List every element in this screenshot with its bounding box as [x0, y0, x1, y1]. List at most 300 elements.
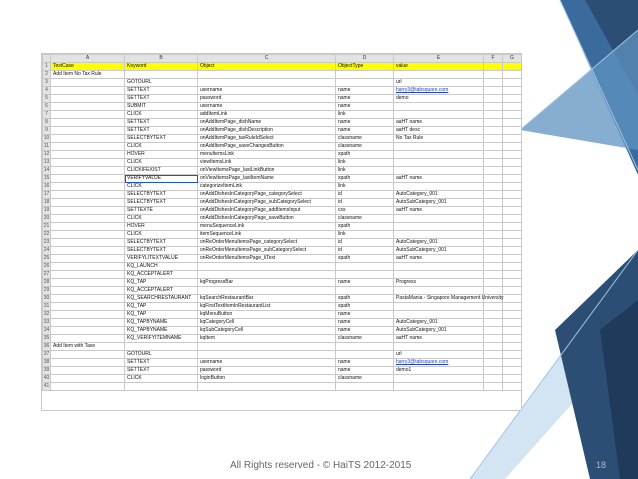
table-cell[interactable]: [51, 215, 125, 223]
table-cell[interactable]: [51, 207, 125, 215]
table-cell[interactable]: aaHT name: [394, 335, 484, 343]
table-cell[interactable]: [484, 279, 503, 287]
table-cell[interactable]: xpath: [336, 303, 394, 311]
table-cell[interactable]: HOVER: [125, 223, 198, 231]
table-cell[interactable]: GOTOURL: [125, 79, 198, 87]
row-number[interactable]: 12: [43, 151, 50, 157]
table-cell[interactable]: VERIFYLITEXTVALUE: [125, 255, 198, 263]
table-cell[interactable]: [503, 239, 522, 247]
table-cell[interactable]: [394, 383, 484, 391]
row-number[interactable]: 36: [43, 343, 50, 349]
table-cell[interactable]: url: [394, 79, 484, 87]
row-number[interactable]: 15: [43, 175, 50, 181]
table-cell[interactable]: [503, 295, 522, 303]
table-cell[interactable]: [198, 351, 336, 359]
table-cell[interactable]: [336, 263, 394, 271]
table-cell[interactable]: [51, 159, 125, 167]
table-cell[interactable]: onViewItemsPage_lastLinkButton: [198, 167, 336, 175]
table-cell[interactable]: [51, 351, 125, 359]
table-cell[interactable]: KQ_SEARCHRESTAURANT: [125, 295, 198, 303]
row-number[interactable]: 2: [43, 71, 51, 79]
table-cell[interactable]: [484, 151, 503, 159]
table-cell[interactable]: [503, 183, 522, 191]
table-cell[interactable]: [198, 383, 336, 391]
table-cell[interactable]: [503, 287, 522, 295]
table-cell[interactable]: [51, 79, 125, 87]
corner-cell[interactable]: [43, 55, 51, 63]
table-cell[interactable]: [503, 135, 522, 143]
table-cell[interactable]: [51, 223, 125, 231]
row-number[interactable]: 22: [43, 231, 50, 237]
table-cell[interactable]: [51, 103, 125, 111]
row-number[interactable]: 6: [43, 103, 51, 111]
table-cell[interactable]: [51, 95, 125, 103]
column-header[interactable]: D: [336, 55, 394, 63]
table-cell[interactable]: [503, 103, 522, 111]
table-cell[interactable]: [51, 263, 125, 271]
table-cell[interactable]: [336, 71, 394, 79]
table-cell[interactable]: onReOrderMenuItemsPage_subCategorySelect: [198, 247, 336, 255]
row-number[interactable]: 1: [43, 63, 51, 71]
table-cell[interactable]: xpath: [336, 175, 394, 183]
row-number[interactable]: 33: [43, 319, 50, 325]
table-cell[interactable]: url: [394, 351, 484, 359]
table-cell[interactable]: [51, 87, 125, 95]
table-cell[interactable]: name: [336, 311, 394, 319]
table-cell[interactable]: [51, 367, 125, 375]
table-cell[interactable]: [51, 247, 125, 255]
row-number[interactable]: 38: [43, 359, 50, 365]
row-number[interactable]: 29: [43, 287, 50, 293]
table-cell[interactable]: [503, 127, 522, 135]
table-cell[interactable]: onReOrderMenuItemsPage_liText: [198, 255, 336, 263]
table-cell[interactable]: [51, 303, 125, 311]
table-cell[interactable]: menuItemsLink: [198, 151, 336, 159]
table-cell[interactable]: [503, 223, 522, 231]
table-cell[interactable]: [484, 239, 503, 247]
table-cell[interactable]: [51, 319, 125, 327]
table-cell[interactable]: [394, 231, 484, 239]
table-cell[interactable]: [503, 359, 522, 367]
table-cell[interactable]: AutoSubCategory_001: [394, 247, 484, 255]
table-cell[interactable]: [51, 135, 125, 143]
row-number[interactable]: 17: [43, 191, 50, 197]
table-cell[interactable]: KQ_ACCEPTALERT: [125, 287, 198, 295]
row-number[interactable]: 37: [43, 351, 50, 357]
table-cell[interactable]: [51, 287, 125, 295]
row-number[interactable]: 35: [43, 335, 50, 341]
row-number[interactable]: 20: [43, 215, 50, 221]
table-cell[interactable]: [336, 343, 394, 351]
table-cell[interactable]: name: [336, 95, 394, 103]
column-header[interactable]: B: [125, 55, 198, 63]
table-cell[interactable]: [484, 255, 503, 263]
table-cell[interactable]: onAddItemPage_taxRuleIdSelect: [198, 135, 336, 143]
table-cell[interactable]: [484, 287, 503, 295]
table-cell[interactable]: [51, 175, 125, 183]
table-cell[interactable]: password: [198, 95, 336, 103]
table-cell[interactable]: [484, 79, 503, 87]
table-cell[interactable]: [51, 255, 125, 263]
table-cell[interactable]: [503, 383, 522, 391]
header-cell-value[interactable]: value: [394, 63, 484, 71]
table-cell[interactable]: CLICKIFEXIST: [125, 167, 198, 175]
table-cell[interactable]: SETTEXT: [125, 359, 198, 367]
table-cell[interactable]: [503, 375, 522, 383]
table-cell[interactable]: onReOrderMenuItemsPage_categorySelect: [198, 239, 336, 247]
table-cell[interactable]: [503, 319, 522, 327]
table-cell[interactable]: [484, 359, 503, 367]
table-cell[interactable]: [484, 247, 503, 255]
table-cell[interactable]: GOTOURL: [125, 351, 198, 359]
row-number[interactable]: 14: [43, 167, 50, 173]
table-cell[interactable]: id: [336, 199, 394, 207]
table-cell[interactable]: name: [336, 119, 394, 127]
table-cell[interactable]: [484, 191, 503, 199]
row-number[interactable]: 23: [43, 239, 50, 245]
table-cell[interactable]: [484, 383, 503, 391]
table-cell[interactable]: name: [336, 127, 394, 135]
table-cell[interactable]: viewItemsLink: [198, 159, 336, 167]
table-cell[interactable]: [394, 143, 484, 151]
row-number[interactable]: 40: [43, 375, 50, 381]
table-cell[interactable]: SETTEXT: [125, 87, 198, 95]
table-cell[interactable]: [503, 351, 522, 359]
table-cell[interactable]: [336, 351, 394, 359]
table-cell[interactable]: [484, 119, 503, 127]
table-cell[interactable]: aaHT name: [394, 175, 484, 183]
table-cell[interactable]: AutoCategory_001: [394, 239, 484, 247]
table-cell[interactable]: demo: [394, 95, 484, 103]
table-cell[interactable]: [484, 223, 503, 231]
table-cell[interactable]: [336, 287, 394, 295]
table-cell[interactable]: [125, 383, 198, 391]
table-cell[interactable]: aaHT desc: [394, 127, 484, 135]
table-cell[interactable]: [484, 87, 503, 95]
table-cell[interactable]: [51, 279, 125, 287]
table-cell[interactable]: id: [336, 239, 394, 247]
table-cell[interactable]: itemSequenceLink: [198, 231, 336, 239]
column-header[interactable]: C: [198, 55, 336, 63]
table-cell[interactable]: loginButton: [198, 375, 336, 383]
table-cell[interactable]: [503, 95, 522, 103]
table-cell[interactable]: onAddDishesInCategoryPage_subCategorySelect: [198, 199, 336, 207]
header-cell-g[interactable]: [503, 63, 522, 71]
row-number[interactable]: 34: [43, 327, 50, 333]
table-cell[interactable]: [484, 351, 503, 359]
table-cell[interactable]: onAddItemPage_dishName: [198, 119, 336, 127]
table-cell[interactable]: [198, 287, 336, 295]
table-cell[interactable]: xpath: [336, 295, 394, 303]
row-number[interactable]: 16: [43, 183, 50, 189]
table-cell[interactable]: [394, 223, 484, 231]
table-cell[interactable]: KQ_TAPBYNAME: [125, 319, 198, 327]
table-cell[interactable]: [484, 231, 503, 239]
row-number[interactable]: 3: [43, 79, 51, 87]
table-cell[interactable]: [484, 95, 503, 103]
table-cell[interactable]: [484, 375, 503, 383]
table-cell[interactable]: [198, 79, 336, 87]
row-number[interactable]: 5: [43, 95, 51, 103]
table-cell[interactable]: SETTEXT: [125, 367, 198, 375]
table-cell[interactable]: kqProgressBar: [198, 279, 336, 287]
table-cell[interactable]: [198, 263, 336, 271]
table-cell[interactable]: [394, 167, 484, 175]
table-cell[interactable]: KQ_TAP: [125, 303, 198, 311]
table-cell[interactable]: kqCategoryCell: [198, 319, 336, 327]
table-cell[interactable]: [484, 111, 503, 119]
table-cell[interactable]: [503, 119, 522, 127]
table-cell[interactable]: SETTEXT: [125, 119, 198, 127]
table-cell[interactable]: [484, 127, 503, 135]
table-cell[interactable]: categorizeItemLink: [198, 183, 336, 191]
table-cell[interactable]: [503, 255, 522, 263]
table-cell[interactable]: aaHT name: [394, 255, 484, 263]
table-cell[interactable]: [503, 279, 522, 287]
table-cell[interactable]: KQ_LAUNCH: [125, 263, 198, 271]
table-cell[interactable]: [394, 271, 484, 279]
row-number[interactable]: 21: [43, 223, 50, 229]
table-cell[interactable]: [394, 111, 484, 119]
row-number[interactable]: 39: [43, 367, 50, 373]
table-cell[interactable]: kqFirstTextItemInRestaurantList: [198, 303, 336, 311]
table-cell[interactable]: [484, 215, 503, 223]
row-number[interactable]: 4: [43, 87, 51, 95]
row-number[interactable]: 32: [43, 311, 50, 317]
table-cell[interactable]: HOVER: [125, 151, 198, 159]
table-cell[interactable]: [503, 167, 522, 175]
table-cell[interactable]: username: [198, 103, 336, 111]
row-number[interactable]: 9: [43, 127, 51, 135]
table-cell[interactable]: [394, 263, 484, 271]
table-cell[interactable]: SETTEXTE: [125, 207, 198, 215]
table-cell[interactable]: KQ_TAPBYNAME: [125, 327, 198, 335]
table-cell[interactable]: [51, 127, 125, 135]
table-cell[interactable]: [503, 311, 522, 319]
table-cell[interactable]: Add Item with Taxe: [51, 343, 125, 351]
table-cell[interactable]: [125, 71, 198, 79]
table-cell[interactable]: demo1: [394, 367, 484, 375]
table-cell[interactable]: [394, 215, 484, 223]
table-cell[interactable]: AutoCategory_001: [394, 319, 484, 327]
row-number[interactable]: 18: [43, 199, 50, 205]
table-cell[interactable]: link: [336, 159, 394, 167]
table-cell[interactable]: [484, 175, 503, 183]
table-cell[interactable]: xpath: [336, 223, 394, 231]
table-cell[interactable]: [503, 159, 522, 167]
table-cell[interactable]: link: [336, 183, 394, 191]
table-cell[interactable]: [503, 335, 522, 343]
row-number[interactable]: 7: [43, 111, 51, 119]
table-cell[interactable]: [336, 79, 394, 87]
table-cell[interactable]: [503, 79, 522, 87]
table-cell[interactable]: [484, 143, 503, 151]
table-cell[interactable]: [484, 303, 503, 311]
table-cell[interactable]: menuSequenceLink: [198, 223, 336, 231]
table-cell[interactable]: [503, 175, 522, 183]
column-header[interactable]: A: [51, 55, 125, 63]
table-cell[interactable]: [51, 119, 125, 127]
table-cell[interactable]: [394, 159, 484, 167]
table-cell[interactable]: [503, 207, 522, 215]
table-cell[interactable]: [503, 263, 522, 271]
table-cell[interactable]: SELECTBYTEXT: [125, 247, 198, 255]
table-cell[interactable]: KQ_TAP: [125, 279, 198, 287]
table-cell[interactable]: [51, 167, 125, 175]
table-cell[interactable]: username: [198, 359, 336, 367]
table-cell[interactable]: link: [336, 111, 394, 119]
table-cell[interactable]: onAddItemPage_saveChangesButton: [198, 143, 336, 151]
table-cell[interactable]: [51, 271, 125, 279]
row-number[interactable]: 30: [43, 295, 50, 301]
table-cell[interactable]: [484, 311, 503, 319]
table-cell[interactable]: CLICK: [125, 215, 198, 223]
header-cell-f[interactable]: [484, 63, 503, 71]
table-cell[interactable]: id: [336, 247, 394, 255]
table-cell[interactable]: [484, 71, 503, 79]
header-cell-object[interactable]: Object: [198, 63, 336, 71]
table-cell[interactable]: name: [336, 279, 394, 287]
table-cell[interactable]: id: [336, 191, 394, 199]
table-cell[interactable]: [484, 207, 503, 215]
table-cell[interactable]: harry3@tabsquare.com: [394, 359, 484, 367]
table-cell[interactable]: [394, 103, 484, 111]
column-header[interactable]: G: [503, 55, 522, 63]
table-cell[interactable]: kqMenuButton: [198, 311, 336, 319]
table-cell[interactable]: [503, 215, 522, 223]
table-cell[interactable]: name: [336, 87, 394, 95]
header-cell-testcase[interactable]: TestCase: [51, 63, 125, 71]
table-cell[interactable]: [394, 311, 484, 319]
row-number[interactable]: 13: [43, 159, 50, 165]
table-cell[interactable]: [394, 375, 484, 383]
table-cell[interactable]: CLICK: [125, 183, 198, 191]
table-cell[interactable]: [484, 183, 503, 191]
table-cell[interactable]: [394, 183, 484, 191]
table-cell[interactable]: [51, 327, 125, 335]
table-cell[interactable]: [484, 367, 503, 375]
table-cell[interactable]: [503, 151, 522, 159]
table-cell[interactable]: [51, 295, 125, 303]
table-cell[interactable]: [51, 143, 125, 151]
table-cell[interactable]: SETTEXT: [125, 95, 198, 103]
table-cell[interactable]: classname: [336, 215, 394, 223]
row-number[interactable]: 8: [43, 119, 51, 127]
table-cell[interactable]: [503, 271, 522, 279]
table-cell[interactable]: [484, 263, 503, 271]
table-cell[interactable]: CLICK: [125, 159, 198, 167]
table-cell[interactable]: KQ_TAP: [125, 311, 198, 319]
table-cell[interactable]: [503, 111, 522, 119]
table-cell[interactable]: [503, 367, 522, 375]
table-cell[interactable]: [503, 327, 522, 335]
table-cell[interactable]: [394, 287, 484, 295]
table-cell[interactable]: [503, 87, 522, 95]
table-cell[interactable]: [503, 71, 522, 79]
table-cell[interactable]: [503, 231, 522, 239]
table-cell[interactable]: AutoSubCategory_001: [394, 199, 484, 207]
table-cell[interactable]: SELECTBYTEXT: [125, 199, 198, 207]
table-cell[interactable]: [51, 111, 125, 119]
table-cell[interactable]: [394, 303, 484, 311]
table-cell[interactable]: [394, 71, 484, 79]
table-cell[interactable]: name: [336, 359, 394, 367]
table-cell[interactable]: name: [336, 319, 394, 327]
table-cell[interactable]: [503, 199, 522, 207]
table-cell[interactable]: [484, 103, 503, 111]
table-cell[interactable]: [484, 327, 503, 335]
table-cell[interactable]: onAddDishesInCategoryPage_categorySelect: [198, 191, 336, 199]
table-cell[interactable]: SELECTBYTEXT: [125, 239, 198, 247]
table-cell[interactable]: [484, 199, 503, 207]
table-cell[interactable]: onViewItemsPage_lastItemName: [198, 175, 336, 183]
table-cell[interactable]: classname: [336, 335, 394, 343]
table-cell[interactable]: [503, 303, 522, 311]
table-cell[interactable]: name: [336, 367, 394, 375]
table-cell[interactable]: kqSubCategoryCell: [198, 327, 336, 335]
table-cell[interactable]: xpath: [336, 255, 394, 263]
table-cell[interactable]: classname: [336, 135, 394, 143]
table-cell[interactable]: PastaMania - Singapore Management University: [394, 295, 484, 303]
table-cell[interactable]: addItemLink: [198, 111, 336, 119]
table-cell[interactable]: [51, 231, 125, 239]
column-header[interactable]: F: [484, 55, 503, 63]
table-cell[interactable]: AutoCategory_001: [394, 191, 484, 199]
row-number[interactable]: 31: [43, 303, 50, 309]
table-cell[interactable]: css: [336, 207, 394, 215]
table-cell[interactable]: SETTEXT: [125, 127, 198, 135]
table-cell[interactable]: [336, 271, 394, 279]
table-cell[interactable]: No Tax Rule: [394, 135, 484, 143]
table-cell[interactable]: SUBMIT: [125, 103, 198, 111]
table-cell[interactable]: aaHT name: [394, 119, 484, 127]
table-cell[interactable]: onAddDishesInCategoryPage_saveButton: [198, 215, 336, 223]
table-cell[interactable]: Add Item No Tax Rule: [51, 71, 125, 79]
table-cell[interactable]: [503, 343, 522, 351]
table-cell[interactable]: [394, 343, 484, 351]
table-cell[interactable]: CLICK: [125, 375, 198, 383]
table-cell[interactable]: [484, 135, 503, 143]
table-cell[interactable]: link: [336, 167, 394, 175]
table-cell[interactable]: [484, 319, 503, 327]
table-cell[interactable]: CLICK: [125, 111, 198, 119]
table-cell[interactable]: [484, 167, 503, 175]
table-cell[interactable]: [198, 271, 336, 279]
table-cell[interactable]: link: [336, 231, 394, 239]
table-cell[interactable]: [484, 159, 503, 167]
table-cell[interactable]: CLICK: [125, 231, 198, 239]
table-cell[interactable]: aaHT name: [394, 207, 484, 215]
header-cell-objecttype[interactable]: ObjectType: [336, 63, 394, 71]
table-cell[interactable]: [394, 151, 484, 159]
row-number[interactable]: 41: [43, 383, 50, 389]
table-cell[interactable]: kqItem: [198, 335, 336, 343]
table-cell[interactable]: kqSearchRestaurantBar: [198, 295, 336, 303]
table-cell[interactable]: [51, 375, 125, 383]
table-cell[interactable]: password: [198, 367, 336, 375]
row-number[interactable]: 11: [43, 143, 50, 149]
row-number[interactable]: 25: [43, 255, 50, 261]
row-number[interactable]: 19: [43, 207, 50, 213]
table-cell[interactable]: KQ_ACCEPTALERT: [125, 271, 198, 279]
table-cell[interactable]: [503, 191, 522, 199]
table-cell[interactable]: [484, 335, 503, 343]
table-cell[interactable]: AutoSubCategory_001: [394, 327, 484, 335]
table-cell[interactable]: [51, 359, 125, 367]
table-cell[interactable]: [125, 343, 198, 351]
table-cell[interactable]: classname: [336, 143, 394, 151]
table-cell[interactable]: name: [336, 103, 394, 111]
